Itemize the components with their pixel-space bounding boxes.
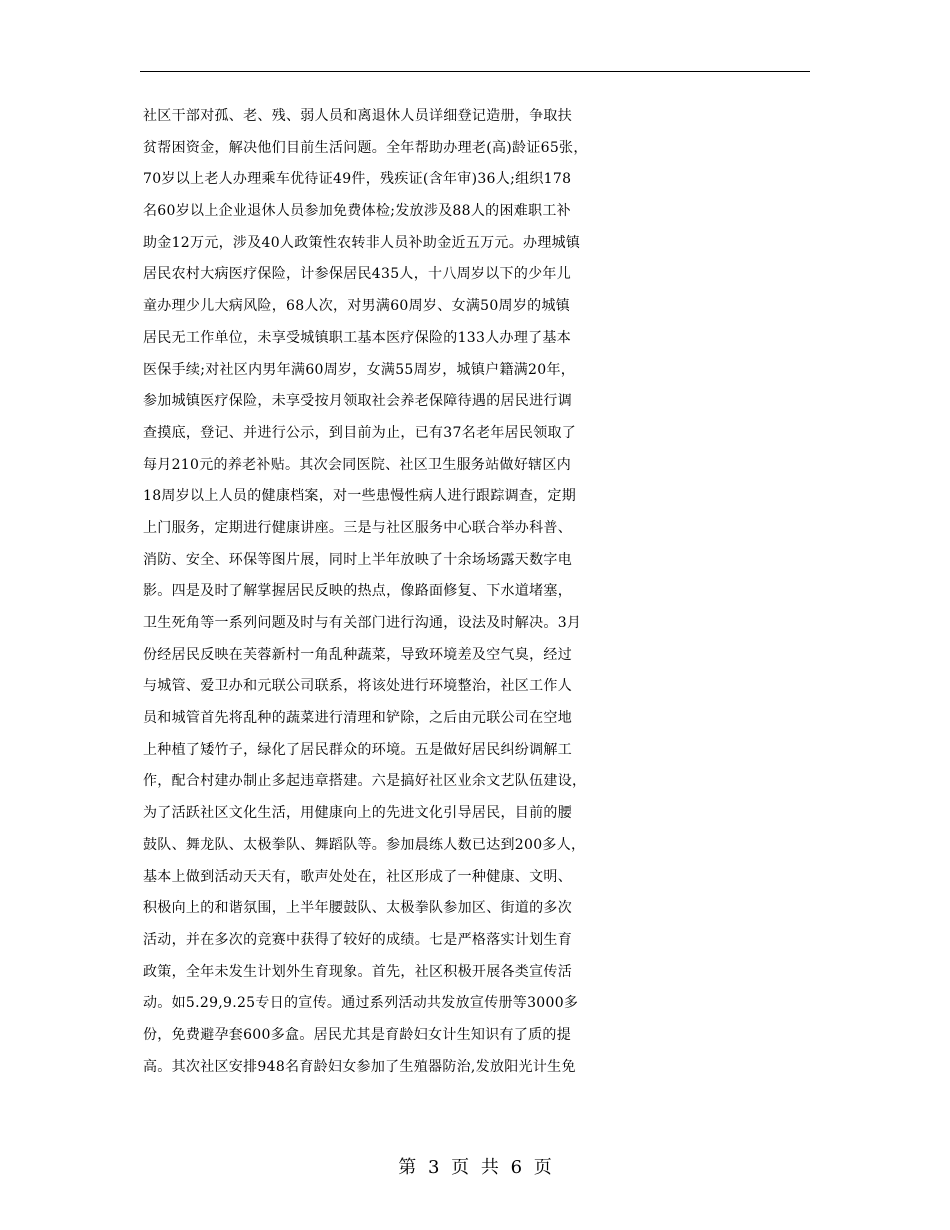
text-line: 高。其次社区安排948名育龄妇女参加了生殖器防治,发放阳光计生免 bbox=[143, 1058, 576, 1075]
body-text bbox=[143, 101, 823, 1083]
text-line: 童办理少儿大病风险，68人次，对男满60周岁、女满50周岁的城镇 bbox=[143, 298, 571, 315]
text-line: 员和城管首先将乱种的蔬菜进行清理和铲除，之后由元联公司在空地 bbox=[143, 710, 572, 727]
text-line: 查摸底，登记、并进行公示，到目前为止，已有37名老年居民领取了 bbox=[143, 424, 577, 441]
text-line: 上种植了矮竹子，绿化了居民群众的环境。五是做好居民纠纷调解工 bbox=[143, 741, 572, 758]
header-rule bbox=[140, 71, 810, 72]
text-line: 参加城镇医疗保险，未享受按月领取社会养老保障待遇的居民进行调 bbox=[143, 393, 572, 410]
text-line: 份经居民反映在芙蓉新村一角乱种蔬菜，导致环境差及空气臭，经过 bbox=[143, 646, 572, 663]
text-line: 贫帮困资金，解决他们目前生活问题。全年帮助办理老(高)龄证65张， bbox=[143, 139, 588, 156]
text-line: 18周岁以上人员的健康档案，对一些患慢性病人进行跟踪调查，定期 bbox=[143, 488, 577, 505]
text-line: 与城管、爱卫办和元联公司联系，将该处进行环境整治，社区工作人 bbox=[143, 678, 572, 695]
text-line: 70岁以上老人办理乘车优待证49件，残疾证(含年审)36人;组织178 bbox=[143, 171, 572, 188]
text-line: 卫生死角等一系列问题及时与有关部门进行沟通，设法及时解决。3月 bbox=[143, 615, 582, 631]
text-line: 份，免费避孕套600多盒。居民尤其是育龄妇女计生知识有了质的提 bbox=[143, 1026, 572, 1043]
text-line: 上门服务，定期进行健康讲座。三是与社区服务中心联合举办科普、 bbox=[143, 519, 572, 536]
text-line: 基本上做到活动天天有，歌声处处在，社区形成了一种健康、文明、 bbox=[143, 868, 572, 885]
text-line: 医保手续;对社区内男年满60周岁，女满55周岁，城镇户籍满20年， bbox=[143, 361, 576, 378]
text-line: 作，配合村建办制止多起违章搭建。六是搞好社区业余文艺队伍建设， bbox=[143, 773, 587, 790]
text-line: 政策，全年未发生计划外生育现象。首先，社区积极开展各类宣传活 bbox=[143, 963, 572, 980]
text-line: 活动，并在多次的竞赛中获得了较好的成绩。七是严格落实计划生育 bbox=[143, 931, 572, 948]
text-line: 动。如5.29,9.25专日的宣传。通过系列活动共发放宣传册等3000多 bbox=[143, 995, 579, 1012]
page-footer: 第 3 页 共 6 页 bbox=[398, 1157, 552, 1178]
text-line: 鼓队、舞龙队、太极拳队、舞蹈队等。参加晨练人数已达到200多人， bbox=[143, 836, 586, 853]
text-line: 社区干部对孤、老、残、弱人员和离退休人员详细登记造册，争取扶 bbox=[143, 108, 572, 124]
text-line: 居民无工作单位，未享受城镇职工基本医疗保险的133人办理了基本 bbox=[143, 329, 572, 346]
text-line: 每月210元的养老补贴。其次会同医院、社区卫生服务站做好辖区内 bbox=[143, 456, 572, 473]
text-line: 助金12万元，涉及40人政策性农转非人员补助金近五万元。办理城镇 bbox=[143, 234, 581, 251]
text-line: 影。四是及时了解掌握居民反映的热点，像路面修复、下水道堵塞， bbox=[143, 583, 572, 600]
text-line: 消防、安全、环保等图片展，同时上半年放映了十余场场露天数字电 bbox=[143, 551, 572, 568]
text-line: 为了活跃社区文化生活，用健康向上的先进文化引导居民，目前的腰 bbox=[143, 805, 572, 822]
text-line: 名60岁以上企业退休人员参加免费体检;发放涉及88人的困难职工补 bbox=[143, 203, 571, 220]
text-line: 居民农村大病医疗保险，计参保居民435人，十八周岁以下的少年儿 bbox=[143, 266, 572, 283]
text-line: 积极向上的和谐氛围，上半年腰鼓队、太极拳队参加区、街道的多次 bbox=[143, 900, 572, 917]
